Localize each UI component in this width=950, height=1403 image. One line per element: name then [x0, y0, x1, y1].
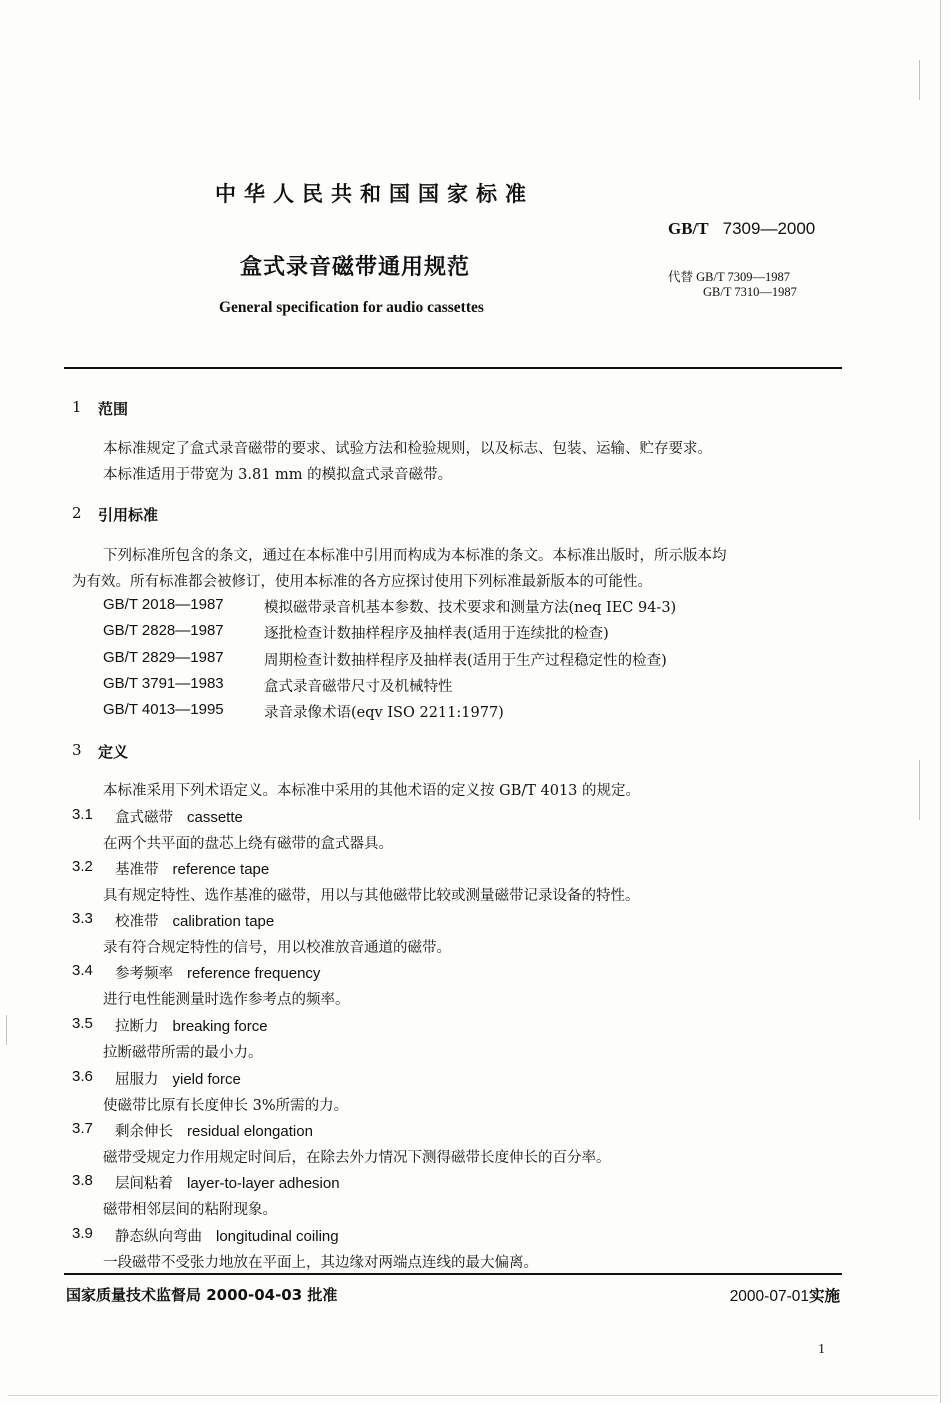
implementation-label: 实施	[808, 1287, 840, 1305]
definition-description: 一段磁带不受张力地放在平面上，其边缘对两端点连线的最大偏离。	[103, 1255, 538, 1271]
term-cn: 基准带	[115, 862, 159, 878]
paragraph: 下列标准所包含的条文，通过在本标准中引用而构成为本标准的条文。本标准出版时，所示版本均	[103, 548, 727, 564]
term-cn: 校准带	[115, 914, 159, 930]
term-cn: 盒式磁带	[115, 810, 173, 826]
reference-code: GB/T 4013—1995	[103, 701, 224, 718]
definition-number: 3.7	[72, 1120, 93, 1137]
definition-description: 录有符合规定特性的信号，用以校准放音通道的磁带。	[103, 940, 451, 956]
page-number: 1	[818, 1342, 825, 1357]
definition-description: 进行电性能测量时选作参考点的频率。	[103, 992, 350, 1008]
term-en: layer-to-layer adhesion	[187, 1175, 340, 1192]
term-en: longitudinal coiling	[216, 1228, 339, 1245]
reference-code: GB/T 2828—1987	[103, 622, 224, 639]
term-en: reference frequency	[187, 965, 321, 982]
implementation-date: 2000-07-01	[729, 1288, 809, 1305]
section-title-definitions: 定义	[98, 743, 129, 761]
definition-number: 3.8	[72, 1172, 93, 1189]
definition-description: 拉断磁带所需的最小力。	[103, 1045, 263, 1061]
term-en: cassette	[187, 809, 243, 826]
document-title-cn: 盒式录音磁带通用规范	[240, 255, 471, 280]
term-en: breaking force	[172, 1018, 268, 1035]
definition-term	[115, 1225, 339, 1246]
replaces-item: GB/T 7310—1987	[703, 285, 797, 299]
term-en: yield force	[172, 1071, 241, 1088]
implementation-line	[730, 1284, 840, 1306]
section-title-scope: 范围	[98, 400, 129, 418]
term-cn: 剩余伸长	[115, 1124, 173, 1140]
section-number: 3	[72, 741, 82, 759]
scan-edge-line	[8, 1395, 938, 1396]
standard-number-value: 7309—2000	[722, 219, 816, 238]
replaces-block	[668, 270, 797, 300]
header-divider	[64, 367, 842, 369]
term-en: calibration tape	[172, 913, 275, 930]
replaces-item: GB/T 7309—1987	[696, 270, 791, 284]
definition-description: 在两个共平面的盘芯上绕有磁带的盒式器具。	[103, 836, 393, 852]
definition-number: 3.6	[72, 1068, 93, 1085]
paragraph: 本标准规定了盒式录音磁带的要求、试验方法和检验规则，以及标志、包装、运输、贮存要求。	[103, 441, 712, 457]
reference-code: GB/T 2829—1987	[103, 649, 224, 666]
definition-description: 磁带相邻层间的粘附现象。	[103, 1202, 277, 1218]
term-cn: 静态纵向弯曲	[115, 1229, 202, 1245]
definition-term	[115, 806, 243, 827]
definition-number: 3.3	[72, 910, 93, 927]
section-number: 2	[72, 504, 82, 522]
standard-number	[668, 219, 815, 239]
replaces-label: 代替	[668, 270, 694, 284]
approval-line: 国家质量技术监督局 2000-04-03 批准	[66, 1286, 338, 1304]
reference-code: GB/T 3791—1983	[103, 675, 224, 692]
definition-number: 3.2	[72, 858, 93, 875]
definition-number: 3.9	[72, 1225, 93, 1242]
definition-number: 3.4	[72, 962, 93, 979]
definition-description: 磁带受规定力作用规定时间后，在除去外力情况下测得磁带长度伸长的百分率。	[103, 1150, 611, 1166]
reference-title: 逐批检查计数抽样程序及抽样表(适用于连续批的检查)	[264, 626, 609, 642]
reference-title: 盒式录音磁带尺寸及机械特性	[264, 679, 453, 695]
definition-description: 使磁带比原有长度伸长 3%所需的力。	[103, 1098, 349, 1114]
term-en: residual elongation	[187, 1123, 313, 1140]
reference-title: 录音录像术语(eqv ISO 2211:1977)	[264, 705, 504, 721]
term-cn: 参考频率	[115, 966, 173, 982]
term-en: reference tape	[172, 861, 270, 878]
footer-divider	[64, 1273, 842, 1275]
definition-term	[115, 1172, 340, 1193]
national-standard-heading: 中华人民共和国国家标准	[215, 182, 534, 206]
scan-speck	[6, 1015, 7, 1045]
definition-description: 具有规定特性、选作基准的磁带，用以与其他磁带比较或测量磁带记录设备的特性。	[103, 888, 640, 904]
paragraph: 本标准适用于带宽为 3.81 mm 的模拟盒式录音磁带。	[103, 467, 453, 483]
paragraph: 为有效。所有标准都会被修订，使用本标准的各方应探讨使用下列标准最新版本的可能性。	[72, 574, 652, 590]
reference-title: 模拟磁带录音机基本参数、技术要求和测量方法(neq IEC 94-3)	[264, 600, 677, 616]
definition-term	[115, 962, 320, 983]
section-title-normative-references: 引用标准	[98, 506, 159, 524]
term-cn: 层间粘着	[115, 1176, 173, 1192]
definition-term	[115, 1068, 241, 1089]
reference-code: GB/T 2018—1987	[103, 596, 224, 613]
definition-term	[115, 910, 274, 931]
section-number: 1	[72, 398, 82, 416]
document-title-en: General specification for audio cassettes	[219, 299, 484, 316]
term-cn: 拉断力	[115, 1019, 159, 1035]
scan-speck	[919, 760, 920, 820]
definition-term	[115, 1120, 313, 1141]
scan-speck	[919, 60, 920, 100]
paragraph: 本标准采用下列术语定义。本标准中采用的其他术语的定义按 GB/T 4013 的规定。	[103, 783, 641, 799]
definition-term	[115, 858, 269, 879]
reference-title: 周期检查计数抽样程序及抽样表(适用于生产过程稳定性的检查)	[264, 653, 667, 669]
definition-term	[115, 1015, 268, 1036]
standard-prefix: GB/T	[668, 219, 709, 238]
definition-number: 3.5	[72, 1015, 93, 1032]
term-cn: 屈服力	[115, 1072, 159, 1088]
definition-number: 3.1	[72, 806, 93, 823]
scan-edge-line	[940, 0, 941, 1403]
